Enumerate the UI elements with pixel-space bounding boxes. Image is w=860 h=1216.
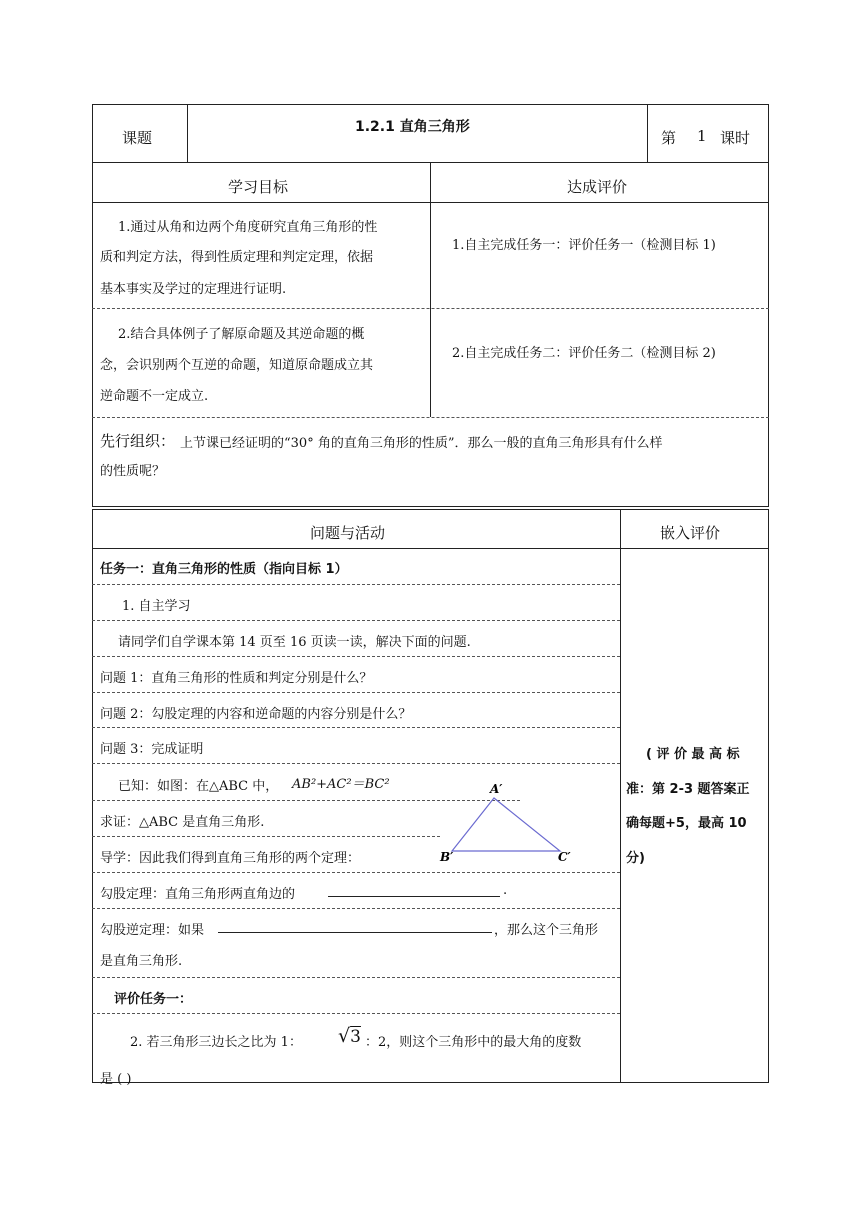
embedded-eval-line1: ( 评 价 最 高 标 <box>646 747 740 762</box>
question-1: 问题 1：直角三角形的性质和判定分别是什么？ <box>100 671 373 686</box>
activities-column-header: 问题与活动 <box>310 524 386 542</box>
embedded-column-header: 嵌入评价 <box>660 524 721 542</box>
goal1-line1: 1.通过从角和边两个角度研究直角三角形的性 <box>118 220 378 235</box>
embedded-eval-line4: 分) <box>626 851 645 866</box>
goal2-line2: 念，会识别两个互逆的命题，知道原命题成立其 <box>100 358 374 373</box>
self-study-heading: 1. 自主学习 <box>122 599 191 614</box>
instruction-text: 请同学们自学课本第 14 页至 16 页读一读，解决下面的问题. <box>118 635 471 650</box>
goal1-line2: 质和判定方法，得到性质定理和判定定理，依据 <box>100 250 374 265</box>
prove-statement: 求证：△ABC 是直角三角形. <box>100 815 265 830</box>
vertex-b-label: B′ <box>440 850 454 864</box>
vertex-a-label: A′ <box>490 782 503 796</box>
converse-theorem-suffix: ，那么这个三角形 <box>494 923 599 938</box>
goal2-line1: 2.结合具体例子了解原命题及其逆命题的概 <box>118 327 365 342</box>
goal2-line3: 逆命题不一定成立. <box>100 389 209 404</box>
lesson-prefix: 第 <box>661 129 677 147</box>
goal1-line3: 基本事实及学过的定理进行证明. <box>100 282 287 297</box>
converse-theorem-line2: 是直角三角形. <box>100 954 183 969</box>
preview-label: 先行组织： <box>100 432 176 450</box>
triangle-figure <box>436 778 576 868</box>
guide-text: 导学：因此我们得到直角三角形的两个定理： <box>100 851 361 866</box>
eval-task1-heading: 评价任务一： <box>114 992 193 1007</box>
goals-column-header: 学习目标 <box>228 178 289 196</box>
converse-blank[interactable] <box>218 918 492 933</box>
lesson-title: 1.2.1 直角三角形 <box>355 119 470 135</box>
embedded-eval-line2: 准：第 2-3 题答案正 <box>626 782 750 797</box>
lesson-suffix: 课时 <box>720 129 751 147</box>
question-2: 问题 2：勾股定理的内容和逆命题的内容分别是什么？ <box>100 707 412 722</box>
problem2-suffix: ：2，则这个三角形中的最大角的度数 <box>365 1035 582 1050</box>
question-3: 问题 3：完成证明 <box>100 742 204 757</box>
task1-title: 任务一：直角三角形的性质（指向目标 1） <box>100 562 348 577</box>
pythagorean-theorem-prefix: 勾股定理：直角三角形两直角边的 <box>100 887 296 902</box>
eval-column-header: 达成评价 <box>567 178 628 196</box>
pythagorean-blank[interactable] <box>328 882 500 897</box>
preview-line2: 的性质呢？ <box>100 464 166 479</box>
topic-label: 课题 <box>122 129 153 147</box>
problem2-sqrt: √3 <box>338 1025 361 1047</box>
problem2-prefix: 2. 若三角形三边长之比为 1： <box>130 1035 302 1050</box>
pythagorean-theorem-suffix: . <box>503 883 508 898</box>
converse-theorem-prefix: 勾股逆定理：如果 <box>100 923 205 938</box>
known-prefix: 已知：如图：在△ABC 中， <box>118 779 279 794</box>
problem2-sqrt-value: 3 <box>350 1027 361 1047</box>
lesson-number: 1 <box>697 127 707 145</box>
embedded-eval-line3: 确每题+5，最高 10 <box>626 816 747 831</box>
vertex-c-label: C′ <box>558 850 571 864</box>
problem2-line2: 是 ( ) <box>100 1072 132 1087</box>
known-formula: AB²+AC²＝BC² <box>292 777 390 792</box>
triangle-shape <box>452 798 560 851</box>
eval1-text: 1.自主完成任务一：评价任务一（检测目标 1) <box>452 238 716 253</box>
preview-line1: 上节课已经证明的“30° 角的直角三角形的性质”．那么一般的直角三角形具有什么样 <box>180 436 663 451</box>
eval2-text: 2.自主完成任务二：评价任务二（检测目标 2) <box>452 346 716 361</box>
